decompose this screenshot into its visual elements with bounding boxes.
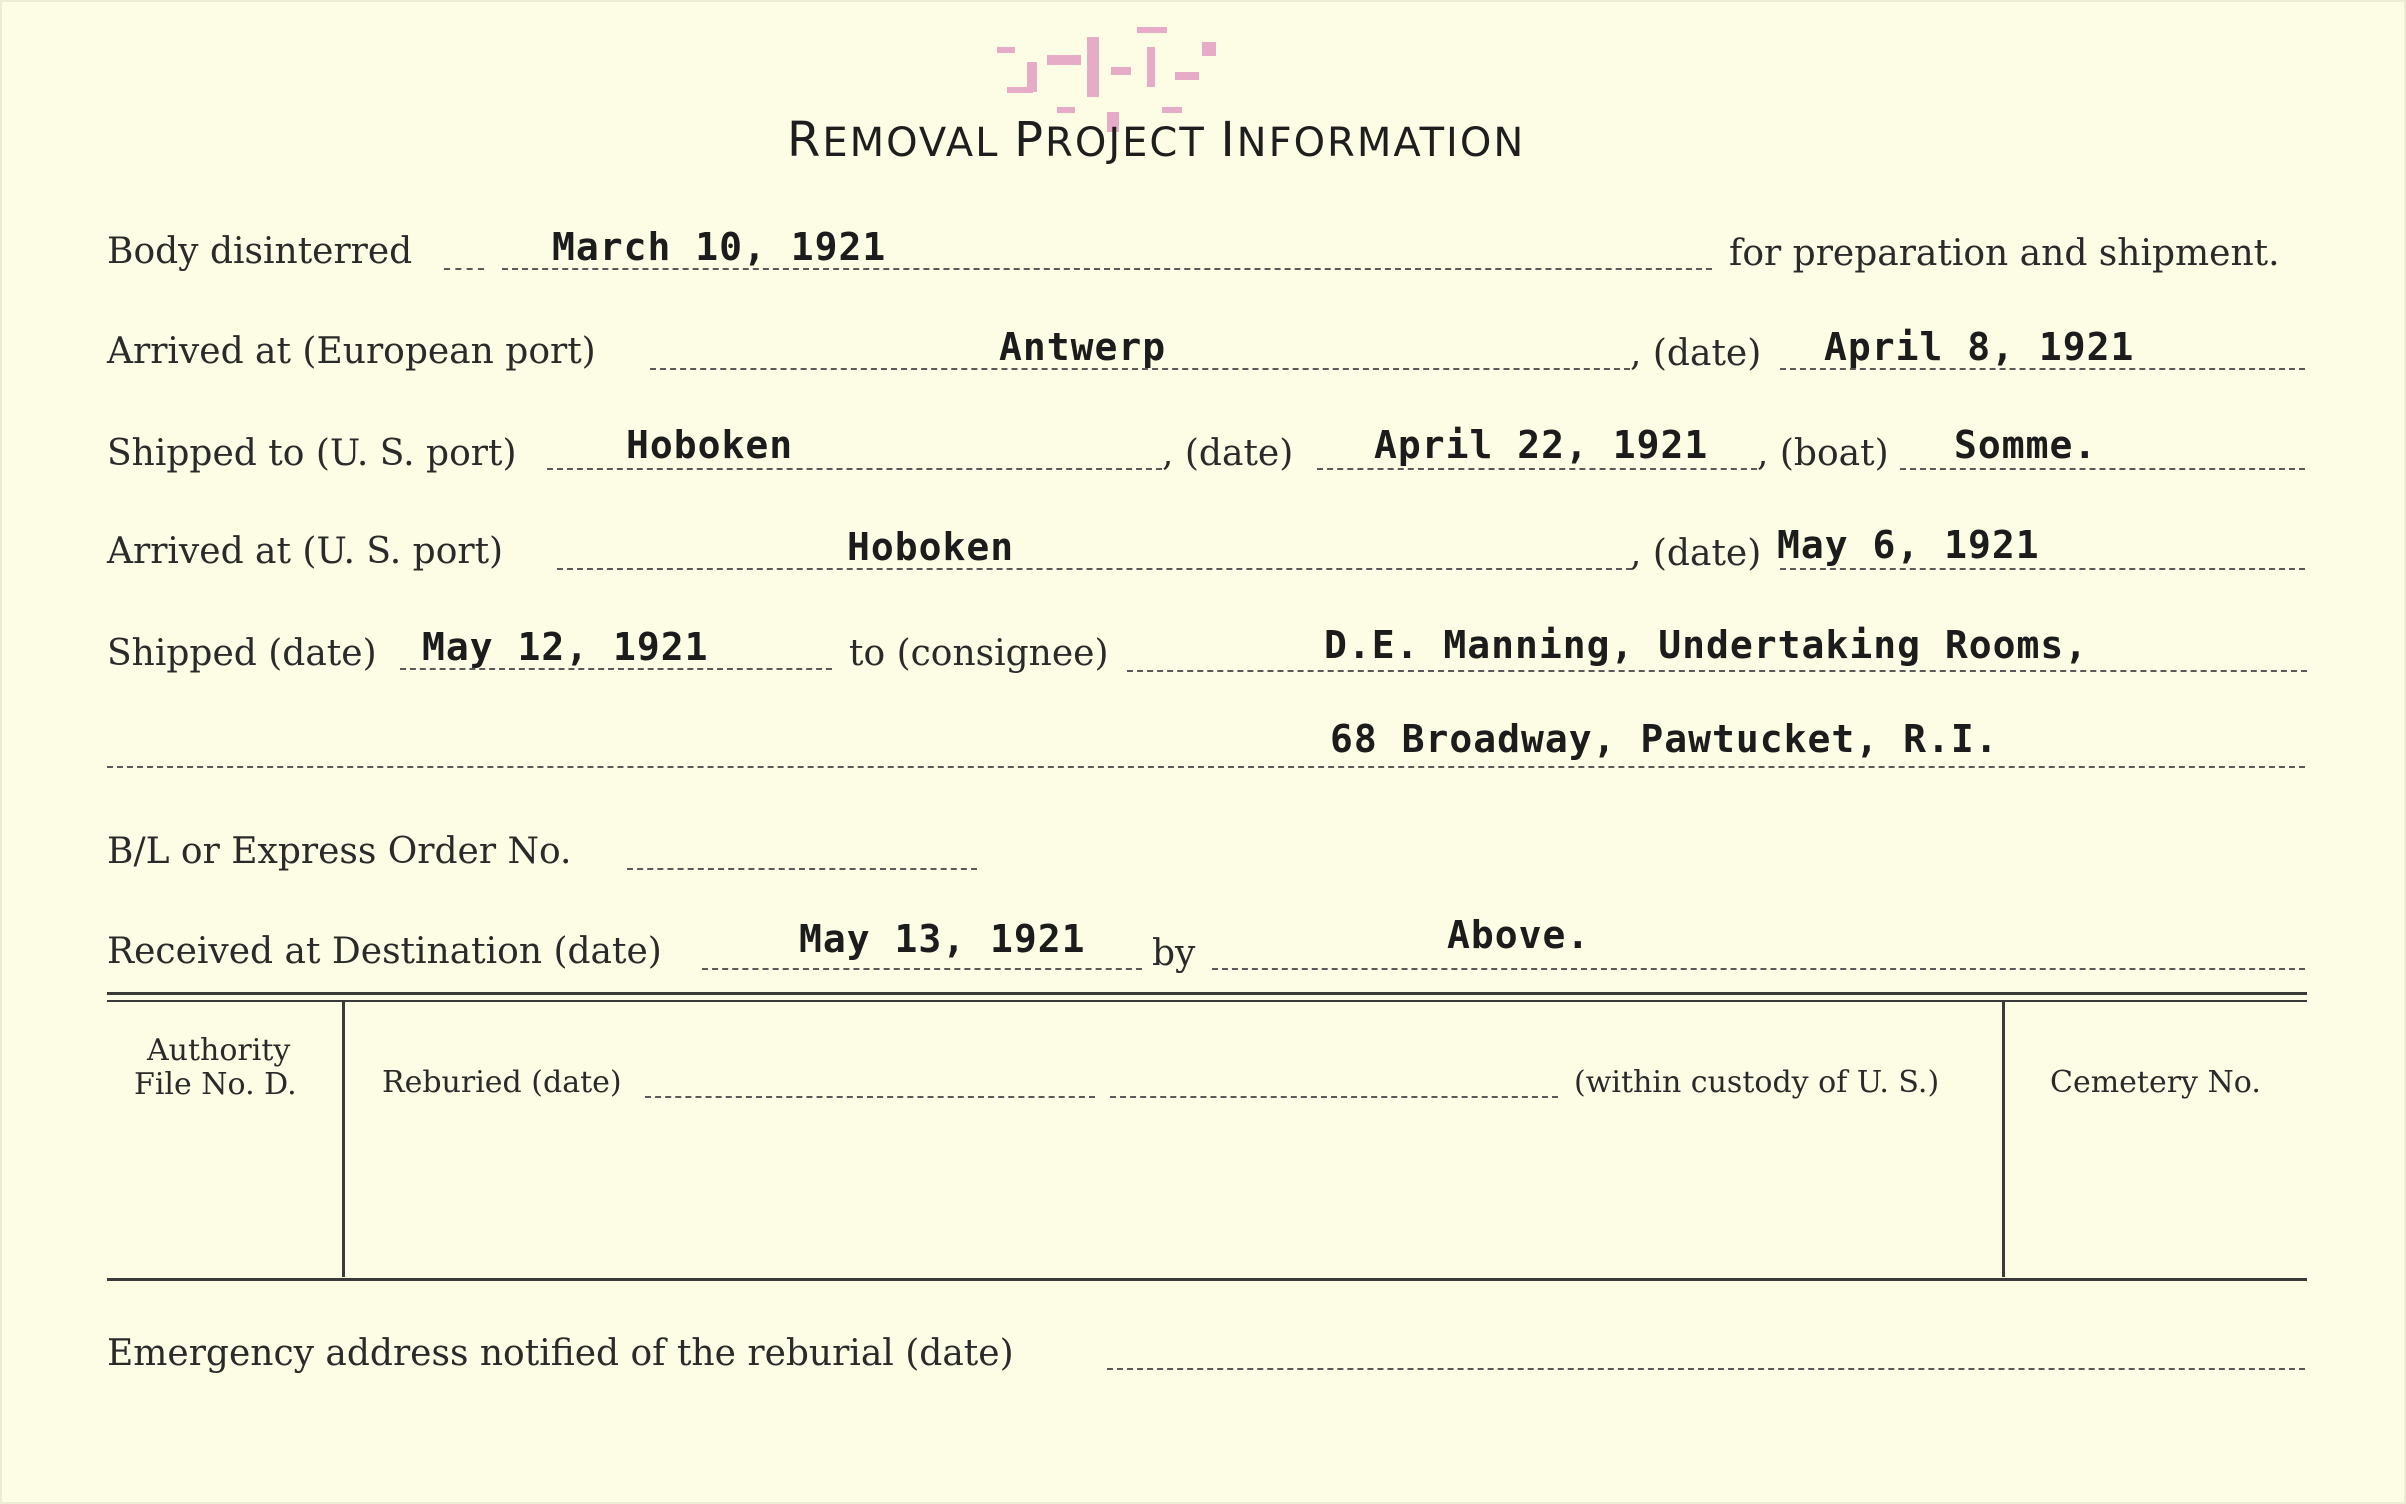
received-destination-label: Received at Destination (date) xyxy=(107,931,662,972)
shipped-date-label-2: Shipped (date) xyxy=(107,633,377,674)
received-date-value: May 13, 1921 xyxy=(799,917,1086,961)
authority-label: Authority xyxy=(147,1033,291,1068)
reburied-line-2 xyxy=(1110,1096,1558,1098)
custody-label: (within custody of U. S.) xyxy=(1574,1065,1940,1100)
arrived-date-label: , (date) xyxy=(1630,533,1762,574)
body-disinterred-label: Body disinterred xyxy=(107,231,413,272)
body-disinterred-line xyxy=(444,268,484,270)
arrived-date-value: May 6, 1921 xyxy=(1777,523,2040,567)
us-port-arrived-label: Arrived at (U. S. port) xyxy=(107,531,504,572)
box-divider-left xyxy=(342,1002,345,1277)
shipped-date-line xyxy=(1317,468,1757,470)
shipped-date-label: , (date) xyxy=(1162,433,1294,474)
european-date-label: , (date) xyxy=(1630,333,1762,374)
received-by-value: Above. xyxy=(1447,913,1591,957)
received-by-line xyxy=(1212,968,2305,970)
preparation-shipment-label: for preparation and shipment. xyxy=(1729,233,2280,274)
received-by-label: by xyxy=(1152,933,1196,974)
reburied-line xyxy=(645,1096,1095,1098)
box-bottom-rule xyxy=(107,1278,2307,1281)
file-no-label: File No. D. xyxy=(134,1067,297,1102)
bl-order-line xyxy=(627,868,977,870)
consignee-line xyxy=(1127,670,2307,672)
shipped-date-value: April 22, 1921 xyxy=(1374,423,1709,467)
box-divider-right xyxy=(2002,1002,2005,1277)
arrived-date-line xyxy=(1780,568,2305,570)
form-title: REMOVAL PROJECT INFORMATION xyxy=(787,112,1526,168)
shipped-date-value-2: May 12, 1921 xyxy=(422,625,709,669)
us-port-shipped-line xyxy=(547,468,1162,470)
box-top-rule-2 xyxy=(107,1000,2307,1002)
european-port-value: Antwerp xyxy=(999,325,1167,369)
boat-label: , (boat) xyxy=(1757,433,1889,474)
cemetery-no-label: Cemetery No. xyxy=(2050,1065,2261,1100)
european-port-label: Arrived at (European port) xyxy=(107,331,596,372)
emergency-address-line xyxy=(1107,1368,2305,1370)
consignee-value-line2: 68 Broadway, Pawtucket, R.I. xyxy=(1330,717,1999,761)
us-port-arrived-line xyxy=(557,568,1632,570)
emergency-address-label: Emergency address notified of the reburial (date) xyxy=(107,1333,1014,1374)
us-port-shipped-label: Shipped to (U. S. port) xyxy=(107,433,517,474)
us-port-arrived-value: Hoboken xyxy=(847,525,1015,569)
consignee-line-2 xyxy=(107,766,2305,768)
consignee-value-line1: D.E. Manning, Undertaking Rooms, xyxy=(1324,623,2089,667)
boat-line xyxy=(1900,468,2305,470)
us-port-shipped-value: Hoboken xyxy=(626,423,794,467)
box-top-rule xyxy=(107,992,2307,995)
received-date-line xyxy=(702,968,1142,970)
reburied-label: Reburied (date) xyxy=(382,1065,622,1100)
european-date-value: April 8, 1921 xyxy=(1824,325,2135,369)
bl-order-label: B/L or Express Order No. xyxy=(107,831,572,872)
consignee-label: to (consignee) xyxy=(849,633,1109,674)
boat-value: Somme. xyxy=(1954,423,2098,467)
body-disinterred-value: March 10, 1921 xyxy=(552,225,887,269)
